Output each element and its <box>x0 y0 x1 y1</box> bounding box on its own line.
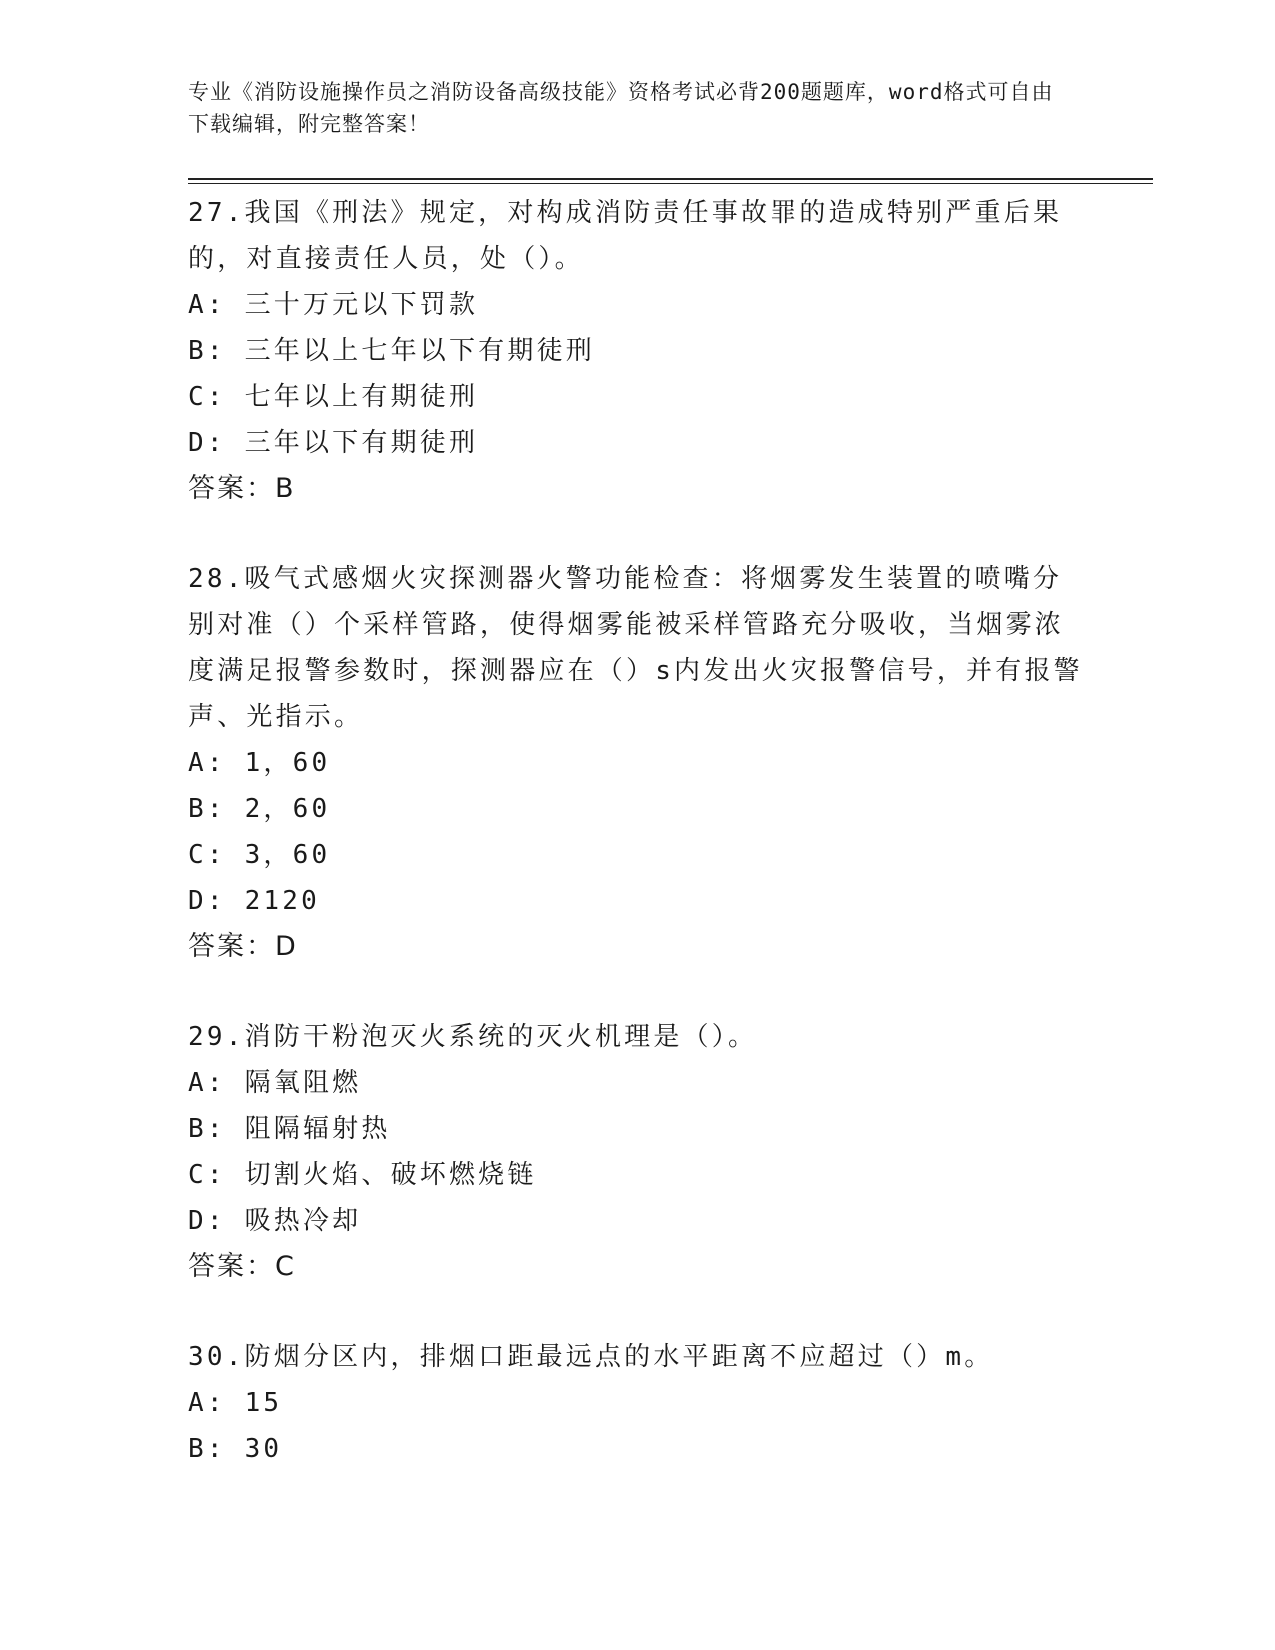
option-text: 三年以上七年以下有期徒刑 <box>244 336 595 366</box>
option-a <box>188 282 1088 328</box>
answer-line: 答案：B <box>188 473 296 504</box>
option-letter: D: <box>188 886 226 916</box>
option-text: 吸热冷却 <box>244 1206 362 1236</box>
header-divider-thin <box>188 183 1153 184</box>
option-a <box>188 1060 1088 1106</box>
option-letter: B: <box>188 794 226 824</box>
option-c <box>188 832 1088 878</box>
document-header: 专业《消防设施操作员之消防设备高级技能》资格考试必背200题题库，word格式可自由下载编辑，附完整答案！ <box>188 80 1054 136</box>
option-b <box>188 786 1088 832</box>
question-30 <box>188 1334 1088 1472</box>
option-text: 30 <box>244 1434 283 1464</box>
option-d <box>188 1198 1088 1244</box>
option-text: 隔氧阻燃 <box>244 1068 362 1098</box>
option-letter: A: <box>188 748 226 778</box>
option-letter: C: <box>188 1160 226 1190</box>
option-text: 切割火焰、破坏燃烧链 <box>244 1160 537 1190</box>
question-list <box>188 190 1088 1516</box>
option-letter: A: <box>188 290 226 320</box>
option-letter: B: <box>188 336 226 366</box>
option-text: 三十万元以下罚款 <box>244 290 479 320</box>
option-c <box>188 374 1088 420</box>
question-stem: 29.消防干粉泡灭火系统的灭火机理是（）。 <box>188 1022 758 1052</box>
option-a <box>188 740 1088 786</box>
header-divider-thick <box>188 178 1153 180</box>
option-text: 三年以下有期徒刑 <box>244 428 479 458</box>
option-letter: B: <box>188 1114 226 1144</box>
option-d <box>188 420 1088 466</box>
answer-line: 答案：C <box>188 1251 296 1282</box>
option-b <box>188 1426 1088 1472</box>
option-text: 15 <box>244 1388 283 1418</box>
option-text: 2，60 <box>244 794 331 824</box>
option-text: 1，60 <box>244 748 331 778</box>
option-text: 3，60 <box>244 840 331 870</box>
option-text: 七年以上有期徒刑 <box>244 382 479 412</box>
question-29 <box>188 1014 1088 1290</box>
option-letter: D: <box>188 428 226 458</box>
option-b <box>188 328 1088 374</box>
question-28 <box>188 556 1088 970</box>
option-text: 阻隔辐射热 <box>244 1114 391 1144</box>
option-letter: A: <box>188 1388 226 1418</box>
question-stem: 28.吸气式感烟火灾探测器火警功能检查：将烟雾发生装置的喷嘴分别对准（）个采样管路，使得烟雾能被采样管路充分吸收，当烟雾浓度满足报警参数时，探测器应在（）s内发出火灾报警信号，并有报警声、光指示。 <box>188 564 1083 732</box>
option-d <box>188 878 1088 924</box>
option-letter: D: <box>188 1206 226 1236</box>
option-a <box>188 1380 1088 1426</box>
question-27 <box>188 190 1088 512</box>
option-c <box>188 1152 1088 1198</box>
answer-line: 答案：D <box>188 931 298 962</box>
question-stem: 27.我国《刑法》规定，对构成消防责任事故罪的造成特别严重后果的，对直接责任人员，处（）。 <box>188 198 1063 274</box>
option-letter: C: <box>188 840 226 870</box>
option-letter: B: <box>188 1434 226 1464</box>
question-stem: 30.防烟分区内，排烟口距最远点的水平距离不应超过（）m。 <box>188 1342 994 1372</box>
option-b <box>188 1106 1088 1152</box>
option-letter: C: <box>188 382 226 412</box>
option-letter: A: <box>188 1068 226 1098</box>
option-text: 2120 <box>244 886 320 916</box>
